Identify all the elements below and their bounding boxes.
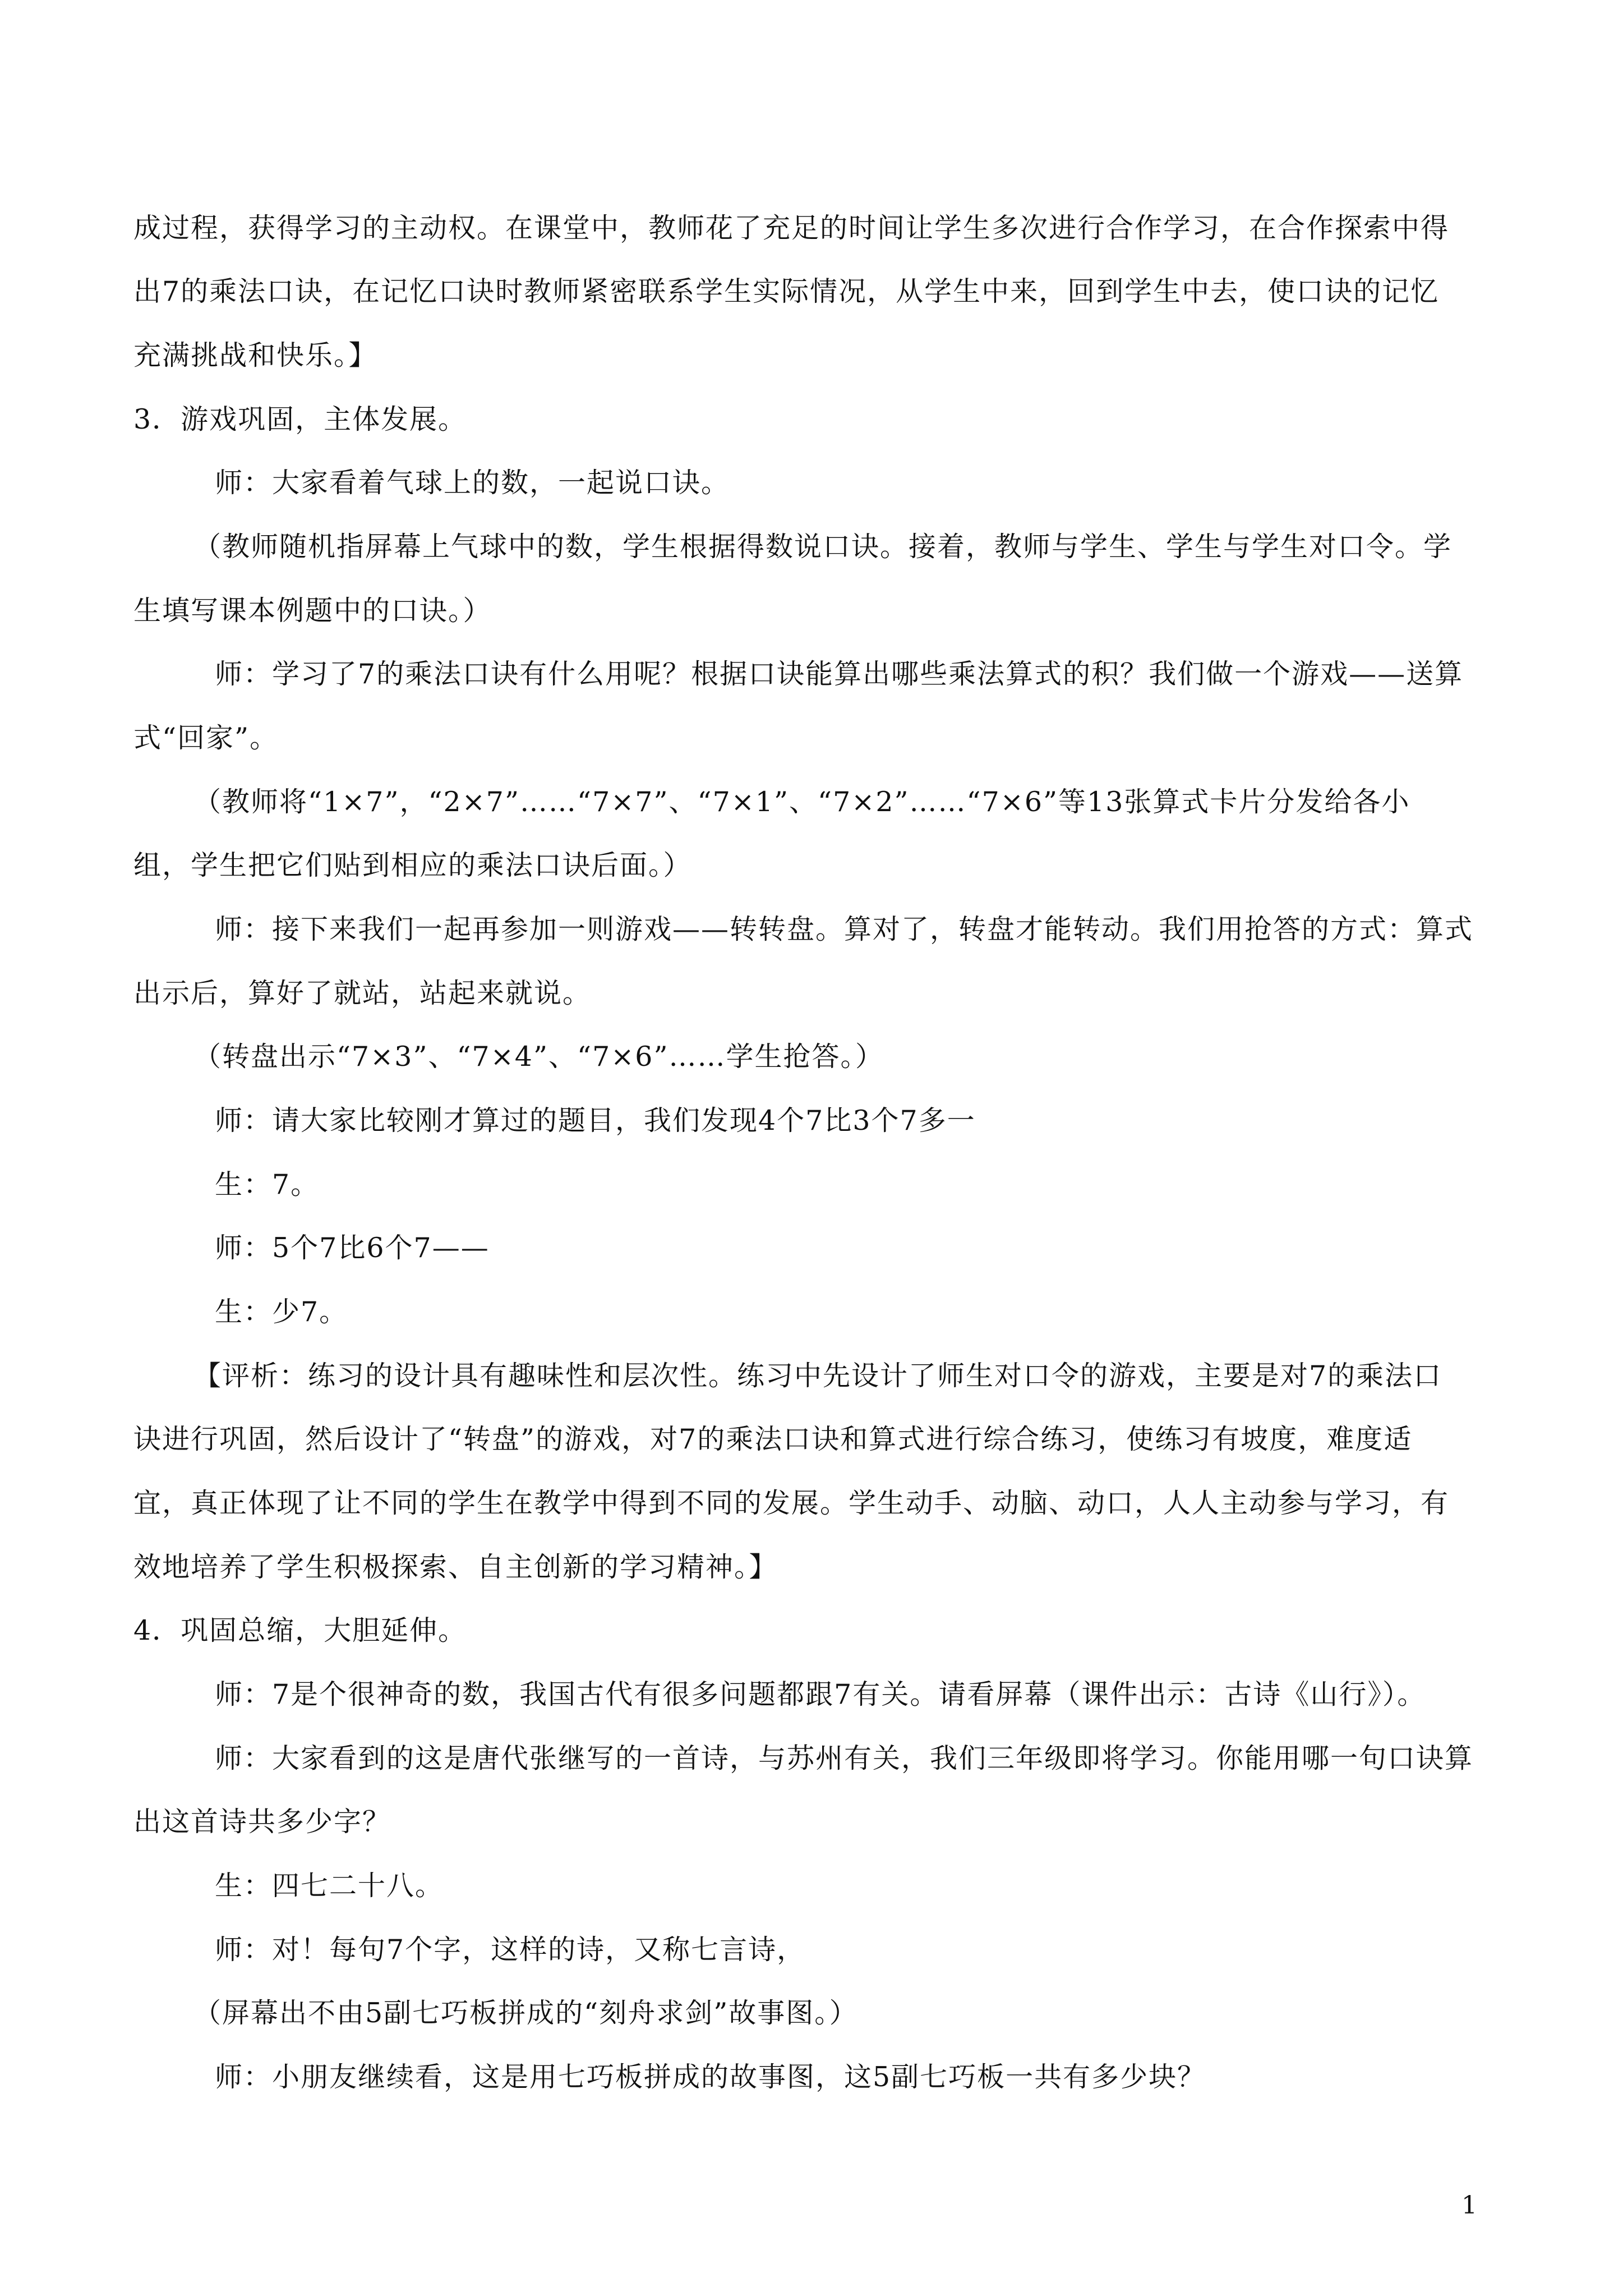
text-line: 出示后，算好了就站，站起来就说。 [133, 977, 592, 1009]
text-line: 生：7。 [215, 1168, 320, 1200]
text-line: 诀进行巩固，然后设计了“转盘”的游戏，对7的乘法口诀和算式进行综合练习，使练习有坡度，难度适 [133, 1423, 1413, 1455]
text-line: 师：接下来我们一起再参加一则游戏——转转盘。算对了，转盘才能转动。我们用抢答的方式：算式 [215, 913, 1474, 945]
text-line: 出这首诗共多少字？ [133, 1806, 391, 1838]
text-line: 师：对！每句7个字，这样的诗，又称七言诗， [215, 1934, 806, 1966]
text-line: （教师随机指屏幕上气球中的数，学生根据得数说口诀。接着，教师与学生、学生与学生对口令。学 [193, 531, 1453, 563]
text-line: 【评析：练习的设计具有趣味性和层次性。练习中先设计了师生对口令的游戏，主要是对7的乘法口 [193, 1360, 1442, 1392]
text-line: 生：少7。 [215, 1296, 348, 1328]
text-line: （屏幕出不由5副七巧板拼成的“刻舟求剑”故事图。） [193, 1997, 858, 2029]
section-heading: 3．游戏巩固，主体发展。 [133, 403, 467, 435]
text-line: 充满挑战和快乐。】 [133, 339, 377, 371]
text-line: 生填写课本例题中的口诀。） [133, 595, 492, 627]
text-line: 效地培养了学生积极探索、自主创新的学习精神。】 [133, 1551, 778, 1583]
text-line: 成过程，获得学习的主动权。在课堂中，教师花了充足的时间让学生多次进行合作学习，在合作探索中得 [133, 212, 1450, 244]
text-line: （教师将“1×7”，“2×7”……“7×7”、“7×1”、“7×2”……“7×6”等13张算式卡片分发给各小 [193, 786, 1410, 818]
text-line: 师：7是个很神奇的数，我国古代有很多问题都跟7有关。请看屏幕（课件出示：古诗《山行》）。 [215, 1678, 1426, 1710]
text-line: 师：5个7比6个7—— [215, 1232, 490, 1264]
text-line: 师：大家看着气球上的数，一起说口诀。 [215, 467, 730, 499]
page-number: 1 [1461, 2191, 1477, 2220]
text-line: （转盘出示“7×3”、“7×4”、“7×6”……学生抢答。） [193, 1041, 884, 1073]
text-line: 宜，真正体现了让不同的学生在教学中得到不同的发展。学生动手、动脑、动口，人人主动参与学习，有 [133, 1487, 1450, 1519]
text-line: 师：学习了7的乘法口诀有什么用呢？根据口诀能算出哪些乘法算式的积？我们做一个游戏——送算 [215, 658, 1464, 690]
section-heading: 4．巩固总缩，大胆延伸。 [133, 1614, 467, 1646]
text-line: 生：四七二十八。 [215, 1870, 444, 1902]
text-line: 出7的乘法口诀，在记忆口诀时教师紧密联系学生实际情况，从学生中来，回到学生中去，使口诀的记忆 [133, 275, 1440, 307]
text-line: 师：小朋友继续看，这是用七巧板拼成的故事图，这5副七巧板一共有多少块？ [215, 2061, 1206, 2093]
text-line: 式“回家”。 [133, 722, 279, 754]
text-line: 师：大家看到的这是唐代张继写的一首诗，与苏州有关，我们三年级即将学习。你能用哪一句口诀算 [215, 1742, 1474, 1774]
text-line: 组，学生把它们贴到相应的乘法口诀后面。） [133, 849, 692, 881]
text-line: 师：请大家比较刚才算过的题目，我们发现4个7比3个7多一 [215, 1105, 976, 1137]
